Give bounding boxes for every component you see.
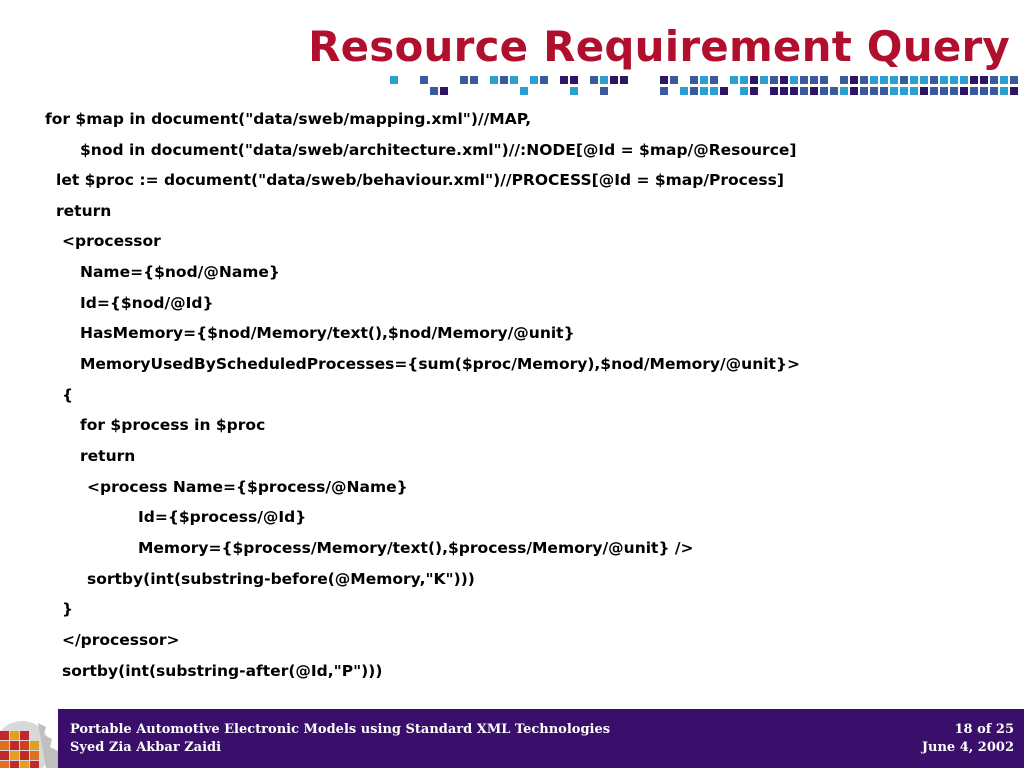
code-line: </processor> [62,631,180,649]
decorative-square [840,87,848,95]
decorative-square [860,87,868,95]
decorative-square [800,87,808,95]
code-line: for $map in document("data/sweb/mapping.xml")//MAP, [45,110,532,128]
decorative-square [880,76,888,84]
decorative-square [910,76,918,84]
decorative-square [760,76,768,84]
decorative-square [660,76,668,84]
decorative-square [610,76,618,84]
decorative-square [940,87,948,95]
decorative-square [900,87,908,95]
decorative-square [680,87,688,95]
decorative-square [910,87,918,95]
code-line: Id={$process/@Id} [138,508,307,526]
decorative-square [460,76,468,84]
decorative-square [540,76,548,84]
footer-date: June 4, 2002 [921,740,1014,755]
decorative-square [600,76,608,84]
code-line: let $proc := document("data/sweb/behaviour.xml")//PROCESS[@Id = $map/Process] [56,171,784,189]
decorative-square [980,87,988,95]
decorative-square [740,76,748,84]
decorative-square [960,87,968,95]
decorative-square [900,76,908,84]
decorative-square [560,76,568,84]
decorative-square [1010,76,1018,84]
code-line: for $process in $proc [80,416,266,434]
decorative-square [970,87,978,95]
decorative-square [930,76,938,84]
decorative-square [840,76,848,84]
decorative-square [800,76,808,84]
decorative-square [390,76,398,84]
decorative-square [940,76,948,84]
decorative-square [860,76,868,84]
decorative-square [500,76,508,84]
decorative-square [710,76,718,84]
decorative-square [670,76,678,84]
decorative-square [820,87,828,95]
decorative-square [740,87,748,95]
decorative-square [570,76,578,84]
decorative-square [870,87,878,95]
decorative-square [430,87,438,95]
decorative-square [690,76,698,84]
decorative-square [880,87,888,95]
decorative-square [700,76,708,84]
code-line: return [56,202,112,220]
decorative-square [790,76,798,84]
decorative-square [780,87,788,95]
decorative-square [930,87,938,95]
slide-footer [0,709,1024,768]
decorative-square [1000,76,1008,84]
decorative-square [820,76,828,84]
footer-page-number: 18 of 25 [954,722,1014,737]
decorative-square [770,87,778,95]
decorative-square [850,76,858,84]
decorative-square-pattern [360,74,1024,98]
decorative-square [890,76,898,84]
decorative-square [830,87,838,95]
decorative-square [790,87,798,95]
footer-presentation-title: Portable Automotive Electronic Models using Standard XML Technologies [70,722,611,737]
decorative-square [1010,87,1018,95]
decorative-square [470,76,478,84]
code-line: <process Name={$process/@Name} [87,478,408,496]
decorative-square [530,76,538,84]
decorative-square [990,87,998,95]
decorative-square [710,87,718,95]
decorative-square [620,76,628,84]
code-line: sortby(int(substring-before(@Memory,"K"))) [87,570,475,588]
decorative-square [990,76,998,84]
code-line: } [62,600,74,618]
code-line: $nod in document("data/sweb/architecture.xml")//:NODE[@Id = $map/@Resource] [80,141,797,159]
decorative-square [920,76,928,84]
decorative-square [970,76,978,84]
decorative-square [520,87,528,95]
code-line: return [80,447,136,465]
decorative-square [730,76,738,84]
decorative-square [780,76,788,84]
decorative-square [660,87,668,95]
decorative-square [1000,87,1008,95]
decorative-square [950,87,958,95]
code-line: <processor [62,232,161,250]
decorative-square [750,87,758,95]
decorative-square [700,87,708,95]
decorative-square [570,87,578,95]
code-line: { [62,386,74,404]
code-line: MemoryUsedByScheduledProcesses={sum($proc/Memory),$nod/Memory/@unit}> [80,355,800,373]
slide-title: Resource Requirement Query [308,22,1010,71]
logo-icon [0,709,58,768]
decorative-square [770,76,778,84]
decorative-square [600,87,608,95]
code-line: Name={$nod/@Name} [80,263,280,281]
decorative-square [810,76,818,84]
decorative-square [870,76,878,84]
decorative-square [850,87,858,95]
code-line: Id={$nod/@Id} [80,294,214,312]
decorative-square [920,87,928,95]
code-line: Memory={$process/Memory/text(),$process/Memory/@unit} /> [138,539,694,557]
decorative-square [690,87,698,95]
decorative-square [590,76,598,84]
decorative-square [810,87,818,95]
decorative-square [750,76,758,84]
decorative-square [980,76,988,84]
decorative-square [720,87,728,95]
decorative-square [420,76,428,84]
code-line: HasMemory={$nod/Memory/text(),$nod/Memory/@unit} [80,324,575,342]
decorative-square [440,87,448,95]
decorative-square [960,76,968,84]
decorative-square [950,76,958,84]
code-line: sortby(int(substring-after(@Id,"P"))) [62,662,383,680]
decorative-square [490,76,498,84]
footer-author: Syed Zia Akbar Zaidi [70,740,222,755]
decorative-square [890,87,898,95]
decorative-square [510,76,518,84]
